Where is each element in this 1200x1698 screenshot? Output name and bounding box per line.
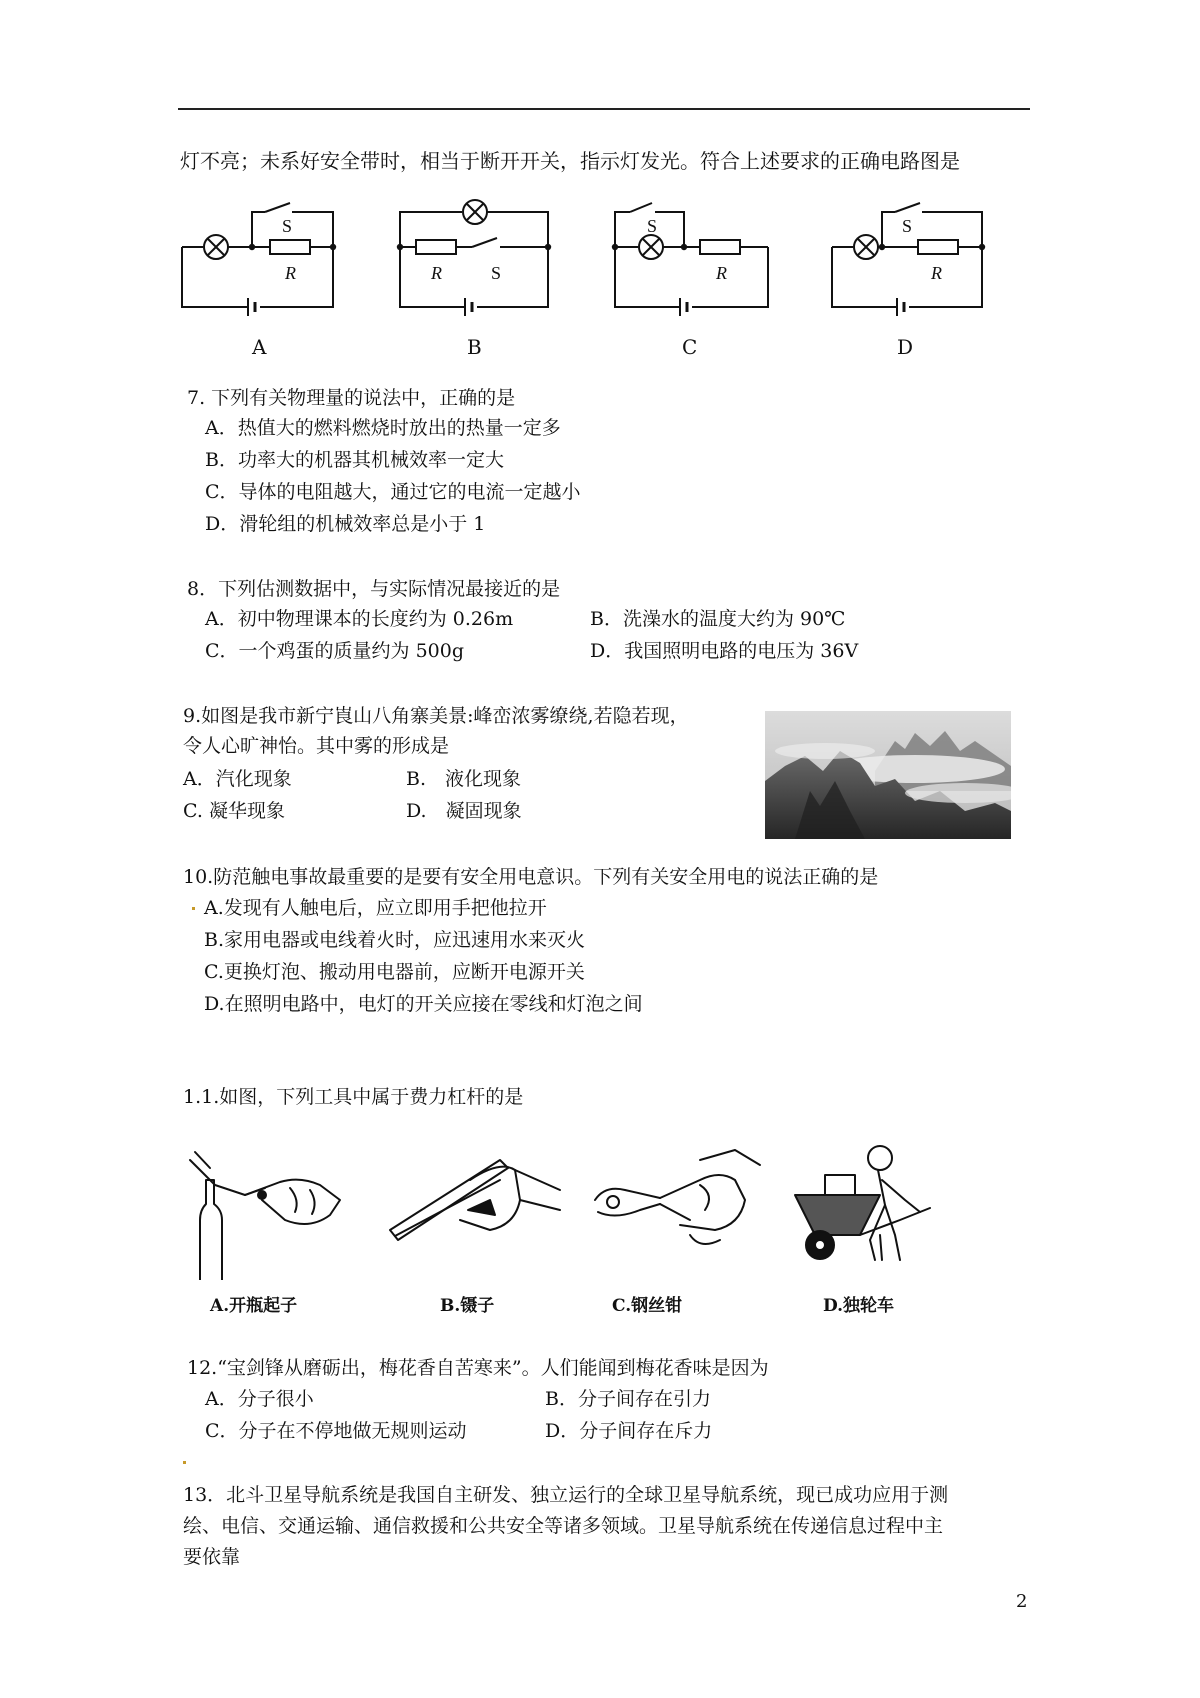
tool-caption-b: B.镊子	[440, 1296, 495, 1316]
svg-text:R: R	[431, 263, 442, 283]
bottle-opener-image	[190, 1152, 340, 1280]
q8-option-a: A．初中物理课本的长度约为 0.26m	[205, 608, 514, 630]
tool-images	[0, 1140, 1200, 1280]
wheelbarrow-image	[795, 1146, 930, 1260]
circuit-diagrams	[0, 195, 1200, 425]
q8-option-d: D．我国照明电路的电压为 36V	[590, 640, 859, 662]
q12-option-d: D．分子间存在斥力	[545, 1420, 713, 1442]
q12-option-c: C．分子在不停地做无规则运动	[205, 1420, 467, 1442]
circuit-label-b: B	[467, 335, 482, 359]
q13-line3: 要依靠	[183, 1546, 241, 1568]
header-rule	[178, 108, 1030, 110]
circuit-a	[182, 203, 333, 316]
q6-stem-tail: 灯不亮；未系好安全带时，相当于断开开关，指示灯发光。符合上述要求的正确电路图是	[180, 149, 960, 173]
q7-stem: 7. 下列有关物理量的说法中，正确的是	[187, 387, 516, 409]
svg-text:R: R	[285, 263, 296, 283]
q12-option-b: B．分子间存在引力	[545, 1388, 711, 1410]
q13-line1: 13．北斗卫星导航系统是我国自主研发、独立运行的全球卫星导航系统，现已成功应用于测	[183, 1484, 949, 1506]
q12-option-a: A．分子很小	[205, 1388, 314, 1410]
circuit-label-d: D	[897, 335, 914, 359]
tool-caption-c: C.钢丝钳	[612, 1296, 683, 1316]
q10-option-c: C.更换灯泡、搬动用电器前，应断开电源开关	[204, 961, 585, 983]
q13-line2: 绘、电信、交通运输、通信救援和公共安全等诸多领域。卫星导航系统在传递信息过程中主	[183, 1515, 944, 1537]
q7-option-c: C．导体的电阻越大，通过它的电流一定越小	[205, 481, 581, 503]
circuit-c	[615, 203, 768, 316]
q8-option-b: B．洗澡水的温度大约为 90℃	[590, 608, 846, 630]
svg-text:S: S	[282, 216, 293, 236]
q8-option-c: C．一个鸡蛋的质量约为 500g	[205, 640, 465, 662]
tweezers-image	[390, 1160, 560, 1240]
svg-text:R: R	[716, 263, 727, 283]
circuit-label-c: C	[682, 335, 698, 359]
svg-text:S: S	[902, 216, 913, 236]
q9-option-d: D. 凝固现象	[406, 800, 522, 822]
mountain-fog-photo	[765, 711, 1011, 839]
q12-stem: 12.“宝剑锋从磨砺出，梅花香自苦寒来”。人们能闻到梅花香味是因为	[187, 1357, 769, 1379]
pliers-image	[595, 1150, 760, 1244]
page-number: 2	[1016, 1591, 1028, 1612]
q9-option-b: B. 液化现象	[406, 768, 522, 790]
svg-text:R: R	[931, 263, 942, 283]
stray-mark	[192, 907, 195, 910]
svg-text:S: S	[647, 216, 658, 236]
q7-option-a: A．热值大的燃料燃烧时放出的热量一定多	[205, 417, 561, 439]
q11-stem: 1.1.如图，下列工具中属于费力杠杆的是	[183, 1086, 524, 1108]
circuit-label-a: A	[252, 335, 267, 359]
q10-option-a: A.发现有人触电后，应立即用手把他拉开	[204, 897, 547, 919]
tool-caption-a: A.开瓶起子	[210, 1296, 298, 1316]
q9-stem-line1: 9.如图是我市新宁崀山八角寨美景:峰峦浓雾缭绕,若隐若现，	[183, 705, 689, 727]
q7-option-b: B．功率大的机器其机械效率一定大	[205, 449, 504, 471]
q8-stem: 8．下列估测数据中，与实际情况最接近的是	[187, 578, 561, 600]
stray-mark-2	[183, 1461, 186, 1464]
svg-text:S: S	[491, 263, 502, 283]
q9-stem-line2: 令人心旷神怡。其中雾的形成是	[183, 735, 450, 757]
q9-option-a: A．汽化现象	[183, 768, 292, 790]
circuit-b	[400, 200, 548, 316]
q10-option-b: B.家用电器或电线着火时，应迅速用水来灭火	[204, 929, 586, 951]
q10-option-d: D.在照明电路中，电灯的开关应接在零线和灯泡之间	[204, 993, 643, 1015]
tool-caption-d: D.独轮车	[823, 1296, 895, 1316]
q10-stem: 10.防范触电事故最重要的是要有安全用电意识。下列有关安全用电的说法正确的是	[183, 866, 879, 888]
q9-option-c: C. 凝华现象	[183, 800, 285, 822]
q7-option-d: D．滑轮组的机械效率总是小于 1	[205, 513, 486, 535]
